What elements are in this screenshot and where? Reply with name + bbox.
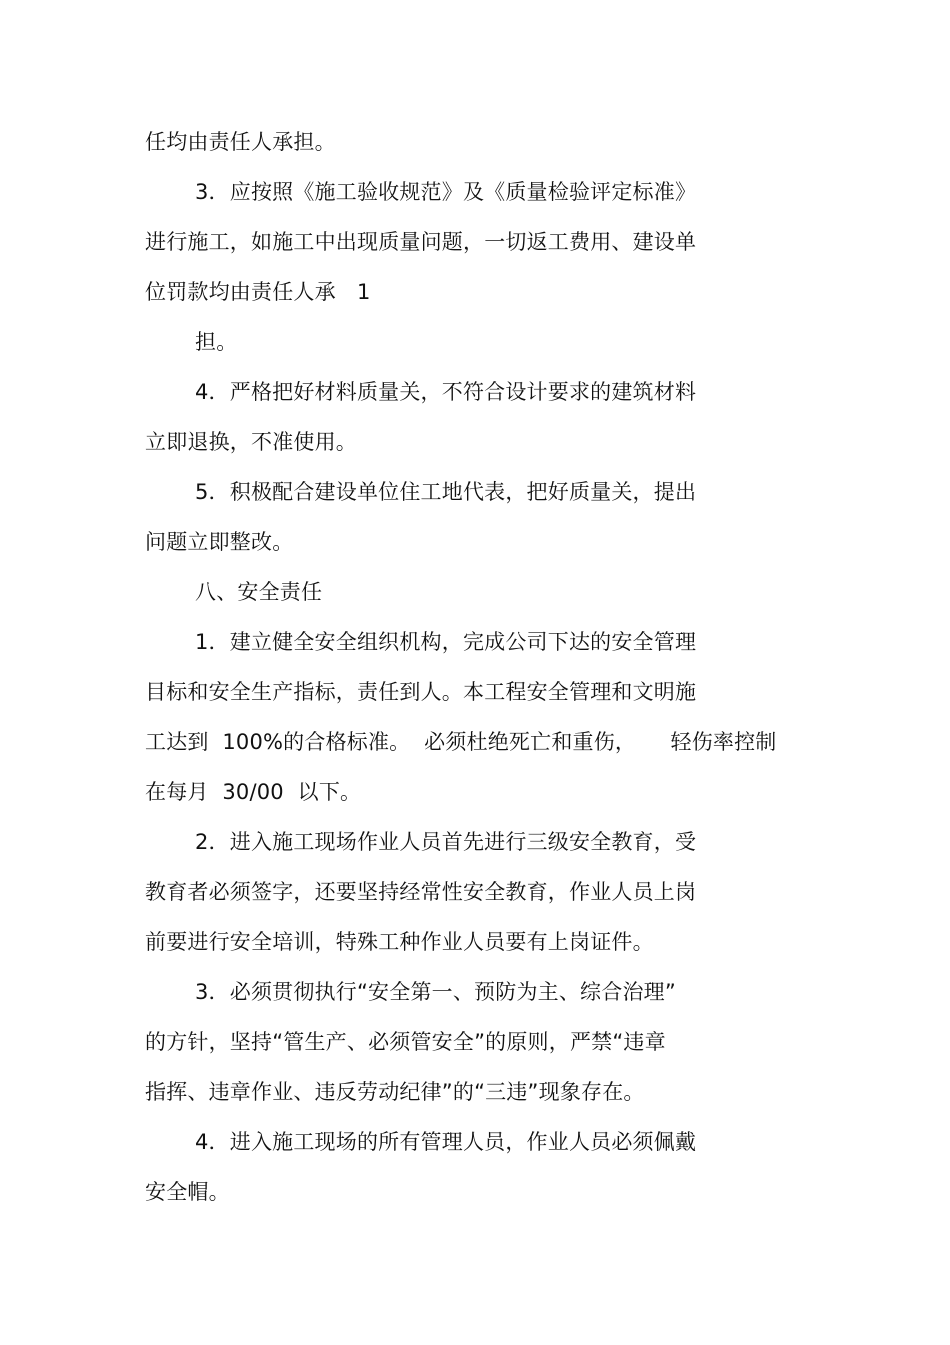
- text-line: 目标和安全生产指标，责任到人。本工程安全管理和文明施: [145, 680, 697, 704]
- text-line: 进行施工，如施工中出现质量问题，一切返工费用、建设单: [145, 230, 697, 254]
- text-line: 工达到 100%的合格标准。 必须杜绝死亡和重伤， 轻伤率控制: [145, 730, 777, 754]
- text-line: 担。: [195, 330, 238, 354]
- text-line: 问题立即整改。: [145, 530, 294, 554]
- section-heading: 八、安全责任: [195, 580, 323, 604]
- text-line: 3．应按照《施工验收规范》及《质量检验评定标准》: [195, 180, 697, 204]
- text-line: 的方针，坚持“管生产、必须管安全”的原则，严禁“违章: [145, 1030, 666, 1054]
- text-line: 指挥、违章作业、违反劳动纪律”的“三违”现象存在。: [145, 1080, 645, 1104]
- text-line: 立即退换，不准使用。: [145, 430, 357, 454]
- text-line: 在每月 30/00 以下。: [145, 780, 362, 804]
- text-line: 位罚款均由责任人承 1: [145, 280, 371, 304]
- text-line: 4．进入施工现场的所有管理人员，作业人员必须佩戴: [195, 1130, 697, 1154]
- text-line: 4．严格把好材料质量关，不符合设计要求的建筑材料: [195, 380, 697, 404]
- text-line: 任均由责任人承担。: [145, 130, 336, 154]
- text-line: 1．建立健全安全组织机构，完成公司下达的安全管理: [195, 630, 697, 654]
- text-line: 3．必须贯彻执行“安全第一、预防为主、综合治理”: [195, 980, 676, 1004]
- text-line: 安全帽。: [145, 1180, 230, 1204]
- text-line: 2．进入施工现场作业人员首先进行三级安全教育，受: [195, 830, 697, 854]
- text-line: 前要进行安全培训，特殊工种作业人员要有上岗证件。: [145, 930, 654, 954]
- text-line: 教育者必须签字，还要坚持经常性安全教育，作业人员上岗: [145, 880, 697, 904]
- text-line: 5．积极配合建设单位住工地代表，把好质量关，提出: [195, 480, 697, 504]
